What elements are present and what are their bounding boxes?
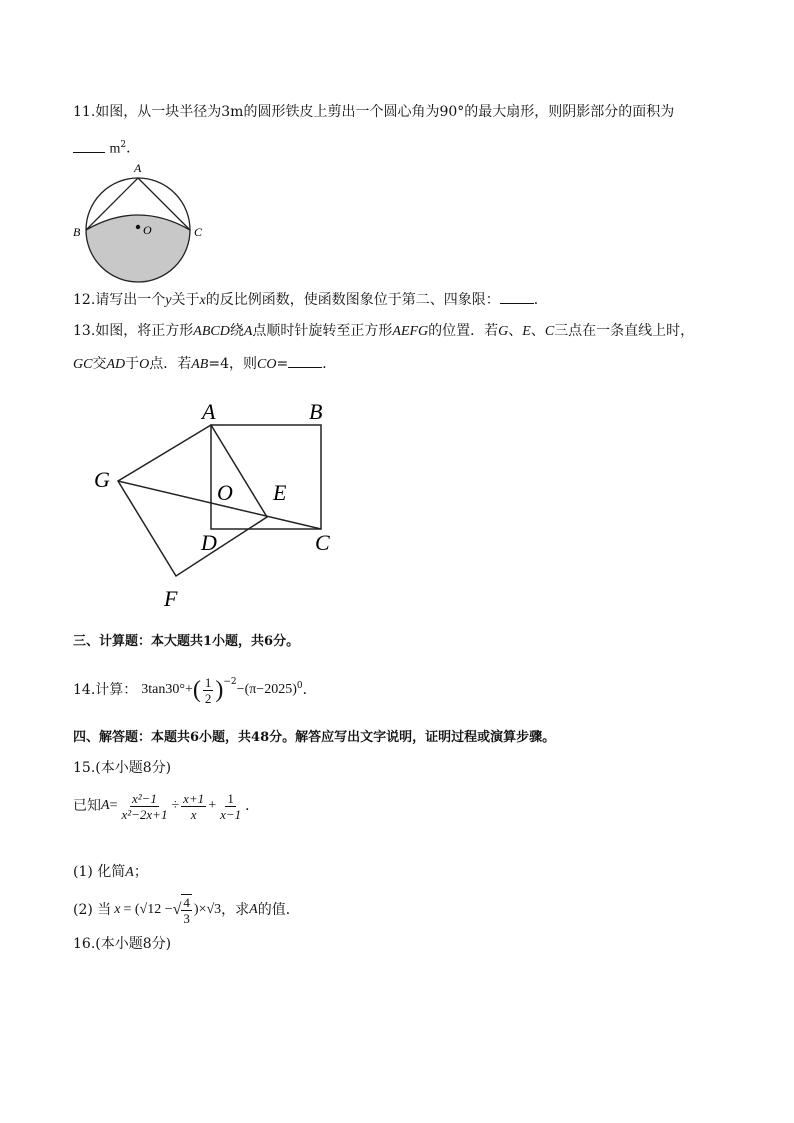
q15-fraction-3: $\frac{1}{x-1}$ <box>220 790 242 822</box>
q15-part2: (2) 当 x = (√12 − √ $\frac{4}{3}$ )×√3 ，求 A 的值． <box>73 895 300 926</box>
section3-heading: 三、计算题：本大题共1小题，共6分。 <box>73 634 300 649</box>
square-abcd <box>211 425 321 529</box>
label-b: B <box>309 399 323 424</box>
q15-title: 15.(本小题8分) <box>73 760 172 776</box>
q13-text-line2: GC交AD于O点．若AB=4，则CO= ． <box>73 353 336 375</box>
q15-part1: (1) 化简A； <box>73 864 148 880</box>
q15-given: 已知 A = $\frac{\text{x²−1}}{\text{x²−2x+1}}$ ÷ $\frac{x+1}{x}$ + $\frac{1}{x-1}$ ． <box>73 790 260 822</box>
q13-answer-blank <box>288 353 322 368</box>
q11-answer-line: $m^2$． <box>73 135 140 160</box>
q11-unit: m <box>109 141 121 157</box>
label-g: G <box>94 467 110 492</box>
square-aefg <box>118 425 267 576</box>
q11-answer-blank <box>73 138 105 153</box>
label-d: D <box>201 530 217 555</box>
label-b: B <box>73 225 81 239</box>
q11-line1: 11.如图，从一块半径为3m的圆形铁皮上剪出一个圆心角为90°的最大扇形，则阴影部分的面积为 <box>73 104 675 120</box>
q16-title: 16.(本小题8分) <box>73 936 172 952</box>
q11-text <box>73 102 674 122</box>
label-a: A <box>134 161 142 175</box>
center-dot <box>136 225 140 229</box>
label-e: E <box>273 480 287 505</box>
q13-text-line1: 13.如图，将正方形ABCD绕A点顺时针旋转至正方形AEFG的位置．若G、E、C三点在一条直线上时， <box>73 323 695 339</box>
q15-fraction-2: $\frac{x+1}{x}$ <box>183 790 205 822</box>
q12-answer-blank <box>500 289 534 304</box>
label-o: O <box>143 223 152 237</box>
q11-figure <box>66 158 216 284</box>
q13-figure <box>80 395 350 615</box>
label-f: F <box>164 586 178 611</box>
q15-sqrt-fraction: $\frac{4}{3}$ <box>183 895 190 926</box>
q14-fraction: $\frac{1}{2}$ <box>204 674 212 706</box>
section4-heading: 四、解答题：本题共6小题，共48分。解答应写出文字说明，证明过程或演算步骤。 <box>73 730 556 745</box>
label-c: C <box>194 225 203 239</box>
label-a: A <box>202 399 216 424</box>
q12-text: 12.请写出一个y关于x的反比例函数，使函数图象位于第二、四象限： ． <box>73 289 548 311</box>
q15-fraction-1: $\frac{\text{x²−1}}{\text{x²−2x+1}}$ <box>121 790 168 822</box>
q14-text: 14.计算： 3tan30°+ ( $\frac{1}{2}$ ) $^{-2}$ − (π−2025) $^0$ ． <box>73 674 317 706</box>
label-o: O <box>217 480 233 505</box>
label-c: C <box>315 530 330 555</box>
q11-unit-exp: 2 <box>120 140 127 150</box>
